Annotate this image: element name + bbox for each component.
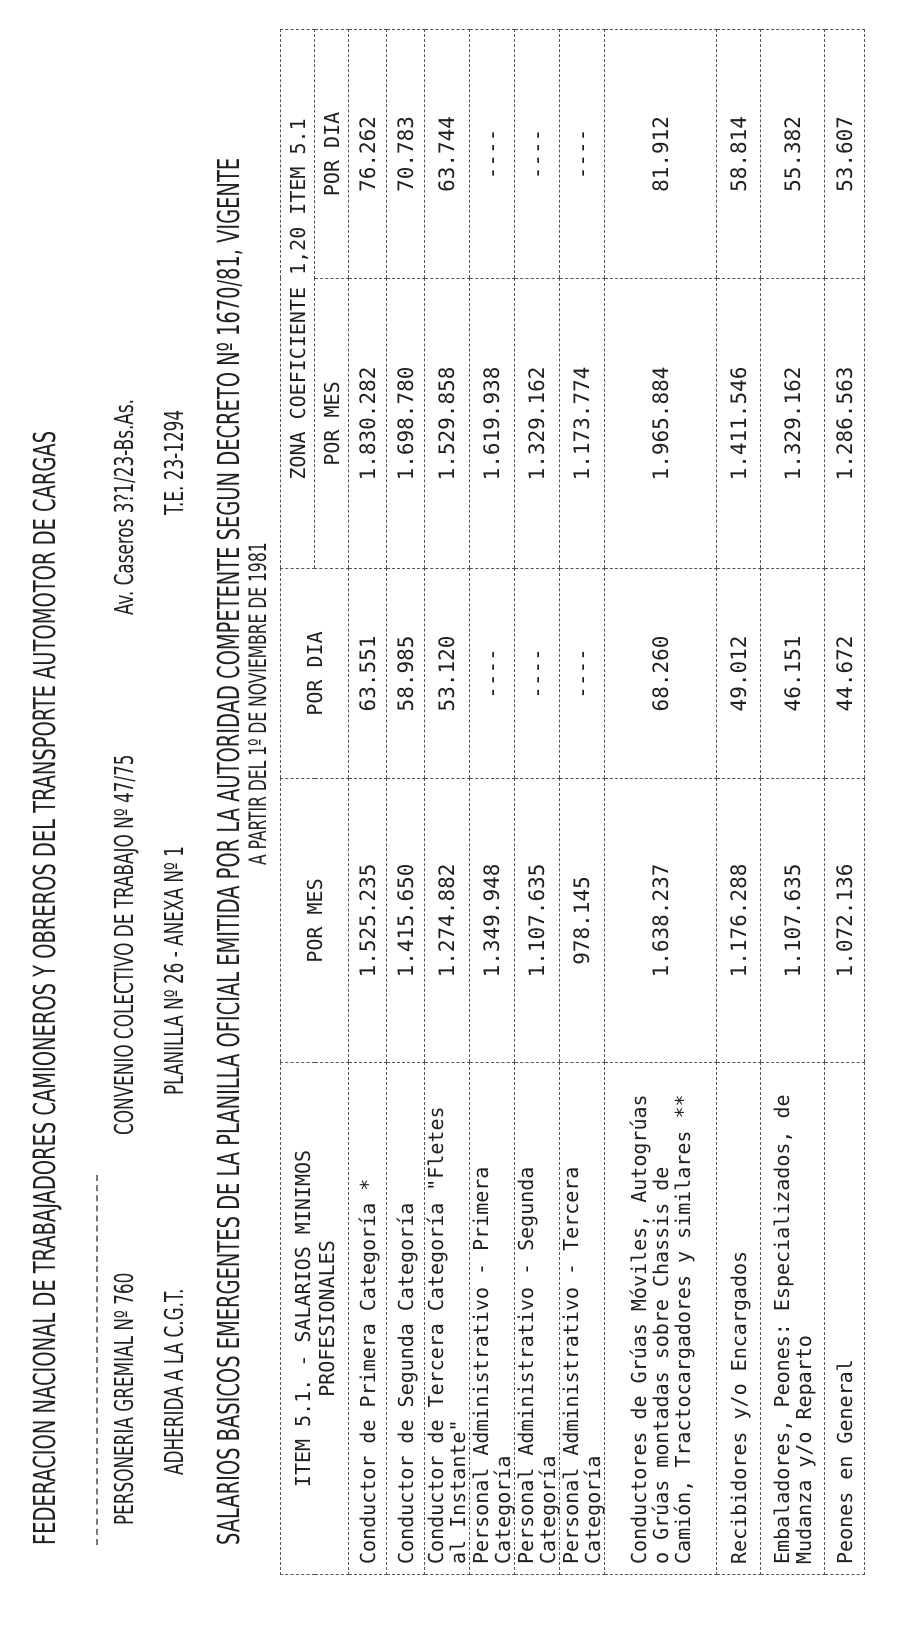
table-row [717,29,761,1574]
zona-por-dia-value: ---- [470,29,515,278]
phone-text: T.E. 23-1294 [160,409,190,515]
table-row [425,29,470,1574]
por-dia-value: ---- [560,569,605,779]
por-mes-value: 1.176.288 [717,779,761,1063]
zona-por-dia-value: 63.744 [425,29,470,278]
por-dia-value: 44.672 [825,569,865,779]
por-mes-value: 1.349.948 [470,779,515,1063]
adherida-text: ADHERIDA A LA C.G.T. [160,1288,190,1475]
zona-por-mes-value: 1.965.884 [605,279,717,569]
por-mes-value: 1.525.235 [349,779,387,1063]
fecha-heading: A PARTIR DEL 1º DE NOVIEMBRE DE 1981 [244,542,272,865]
row-label: Conductor de Tercera Categoría "Fletes al Instante" [425,1063,470,1575]
por-dia-column-header: POR DIA [281,569,349,779]
address-text: Av. Caseros 3?1/23-Bs.As. [110,399,140,615]
row-label: Recibidores y/o Encargados [717,1063,761,1575]
zona-por-mes-value: 1.286.563 [825,279,865,569]
zona-por-dia-value: 76.262 [349,29,387,278]
salarios-heading: SALARIOS BASICOS EMERGENTES DE LA PLANILLA OFICIAL EMITIDA POR LA AUTORIDAD COMPETENTE SEGUN DECRETO Nº 1670/81, VIGENTE [212,157,247,1545]
por-dia-value: 63.551 [349,569,387,779]
zona-por-mes-value: 1.830.282 [349,279,387,569]
zona-por-dia-value: 70.783 [387,29,425,278]
zona-por-mes-value: 1.329.162 [761,279,825,569]
salary-table [280,29,865,1575]
por-dia-value: 53.120 [425,569,470,779]
table-row [761,29,825,1574]
row-label: Conductor de Segunda Categoría [387,1063,425,1575]
row-label: Conductor de Primera Categoría * [349,1063,387,1575]
personeria-text: PERSONERIA GREMIAL Nº 760 [110,1272,140,1525]
por-mes-value: 978.145 [560,779,605,1063]
row-label: Conductores de Grúas Móviles, Autogrúas o Grúas montadas sobre Chassis de Camión, Tractocargadores y similares ** [605,1063,717,1575]
zona-por-mes-value: 1.173.774 [560,279,605,569]
por-mes-column-header: POR MES [281,779,349,1063]
table-row [515,29,560,1574]
zona-por-dia-value: 58.814 [717,29,761,278]
por-dia-value: 68.260 [605,569,717,779]
zona-por-dia-value: 53.607 [825,29,865,278]
zona-por-dia-value: ---- [560,29,605,278]
zona-por-mes-value: 1.329.162 [515,279,560,569]
por-mes-value: 1.107.635 [761,779,825,1063]
zona-por-dia-value: ---- [515,29,560,278]
table-row [560,29,605,1574]
planilla-text: PLANILLA Nº 26 - ANEXA Nº 1 [160,846,190,1095]
zona-por-mes-value: 1.698.780 [387,279,425,569]
table-header-row [281,29,315,1574]
item-column-header: ITEM 5.1. - SALARIOS MINIMOS PROFESIONALES [281,1063,349,1575]
por-mes-value: 1.638.237 [605,779,717,1063]
federation-title: FEDERACION NACIONAL DE TRABAJADORES CAMIONEROS Y OBREROS DEL TRANSPORTE AUTOMOTOR DE CARGAS [28,430,63,1545]
zona-por-mes-value: 1.529.858 [425,279,470,569]
por-dia-value: 49.012 [717,569,761,779]
zona-por-dia-value: 55.382 [761,29,825,278]
row-label: Personal Administrativo - Tercera Categoría [560,1063,605,1575]
por-dia-value: ---- [470,569,515,779]
row-label: Personal Administrativo - Primera Categoría [470,1063,515,1575]
convenio-text: CONVENIO COLECTIVO DE TRABAJO Nº 47/75 [110,754,140,1135]
por-mes-value: 1.072.136 [825,779,865,1063]
row-label: Peones en General [825,1063,865,1575]
por-mes-value: 1.107.635 [515,779,560,1063]
por-mes-value: 1.415.650 [387,779,425,1063]
por-dia-value: 58.985 [387,569,425,779]
header-divider [96,1175,98,1545]
por-mes-value: 1.274.882 [425,779,470,1063]
por-dia-value: 46.151 [761,569,825,779]
table-row [605,29,717,1574]
zona-coeficiente-header: ZONA COEFICIENTE 1,20 ITEM 5.1 [281,29,315,568]
zona-por-dia-header: POR DIA [315,29,349,278]
zona-por-dia-value: 81.912 [605,29,717,278]
por-dia-value: ---- [515,569,560,779]
row-label: Embaladores, Peones: Especializados, de Mudanza y/o Reparto [761,1063,825,1575]
table-row [470,29,515,1574]
zona-por-mes-value: 1.619.938 [470,279,515,569]
table-row [349,29,387,1574]
zona-por-mes-header: POR MES [315,279,349,569]
table-row [825,29,865,1574]
table-row [387,29,425,1574]
row-label: Personal Administrativo - Segunda Categoría [515,1063,560,1575]
zona-por-mes-value: 1.411.546 [717,279,761,569]
